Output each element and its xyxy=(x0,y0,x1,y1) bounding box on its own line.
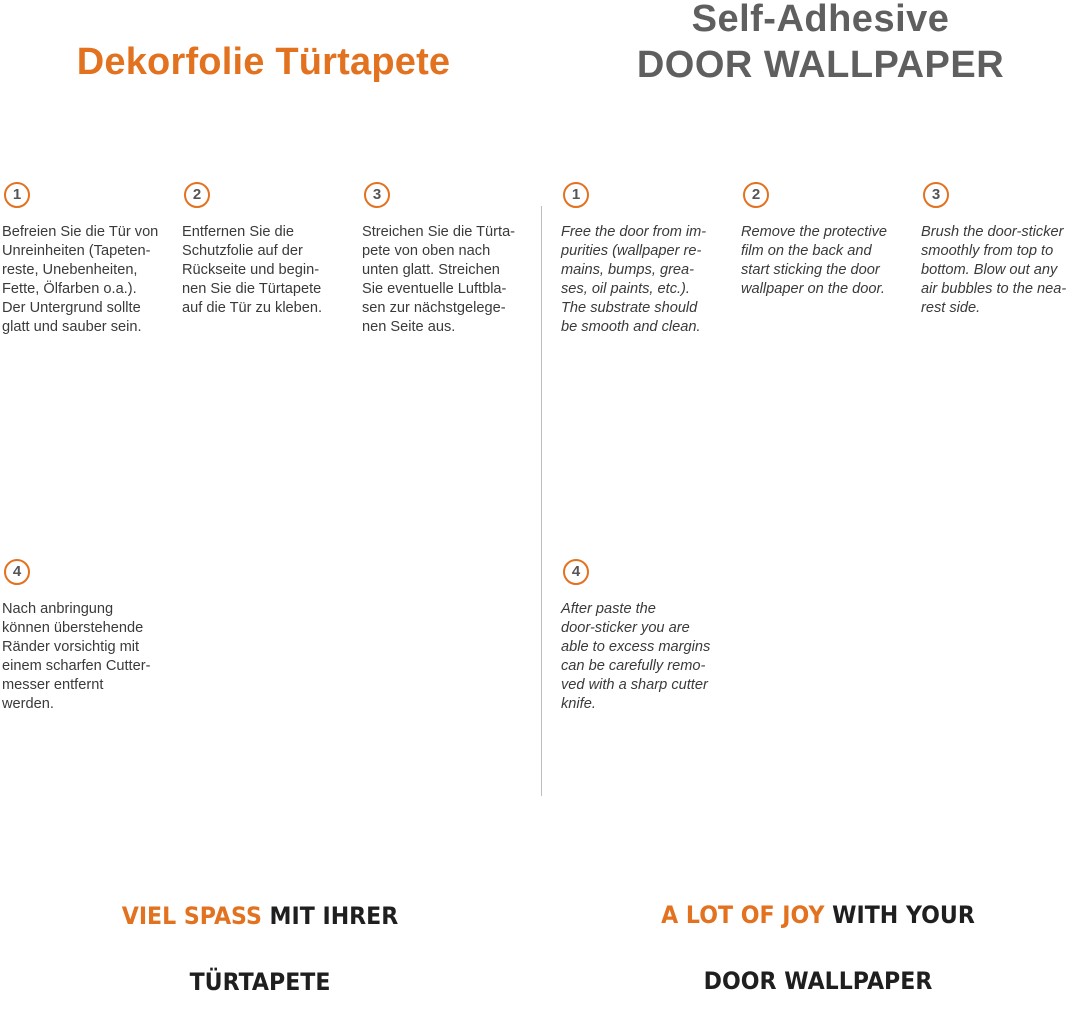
title-en-line1: Self-Adhesive xyxy=(691,0,950,40)
title-en xyxy=(548,0,1080,88)
step-de-1 xyxy=(2,182,177,337)
column-divider xyxy=(541,206,542,796)
step-en-4 xyxy=(561,559,736,714)
closing-en-line2: DOOR WALLPAPER xyxy=(703,967,933,995)
closing-en xyxy=(570,866,1067,1031)
step-number-badge: 2 xyxy=(184,182,210,208)
step-de-4 xyxy=(2,559,177,714)
step-number-badge: 2 xyxy=(743,182,769,208)
step-de-3 xyxy=(362,182,537,337)
step-text: After paste the door-sticker you are able to excess margins can be carefully remo- ved with a sharp cutter knife. xyxy=(561,601,711,712)
step-text: Entfernen Sie die Schutzfolie auf der Rückseite und begin- nen Sie die Türtapete auf die Tür zu kleben. xyxy=(182,224,323,316)
step-en-2 xyxy=(741,182,916,299)
step-de-2 xyxy=(182,182,357,318)
step-number-badge: 3 xyxy=(923,182,949,208)
step-en-3 xyxy=(921,182,1079,318)
step-en-1 xyxy=(561,182,736,337)
closing-de-rest: MIT IHRER xyxy=(261,902,399,930)
closing-en-line1 xyxy=(570,899,1067,932)
step-number-badge: 1 xyxy=(563,182,589,208)
title-en-line2: DOOR WALLPAPER xyxy=(636,44,1005,86)
closing-en-highlight: A LOT OF JOY xyxy=(661,901,825,929)
step-text: Befreien Sie die Tür von Unreinheiten (Tapeten- reste, Unebenheiten, Fette, Ölfarben o.a.). Der Untergrund sollte glatt und sauber sein. xyxy=(2,224,159,335)
closing-de xyxy=(12,867,509,1032)
closing-en-rest: WITH YOUR xyxy=(824,901,975,929)
step-number-badge: 1 xyxy=(4,182,30,208)
step-text: Free the door from im- purities (wallpaper re- mains, bumps, grea- ses, oil paints, etc.). The substrate should be smooth and clean. xyxy=(561,224,707,335)
step-text: Remove the protective film on the back and start sticking the door wallpaper on the door. xyxy=(741,224,888,297)
closing-de-line2: TÜRTAPETE xyxy=(189,968,331,996)
step-text: Brush the door-sticker smoothly from top to bottom. Blow out any air bubbles to the nea- rest side. xyxy=(921,224,1067,316)
step-number-badge: 4 xyxy=(4,559,30,585)
step-number-badge: 4 xyxy=(563,559,589,585)
step-text: Streichen Sie die Türta- pete von oben nach unten glatt. Streichen Sie eventuelle Luftbla- sen zur nächstgelege- nen Seite aus. xyxy=(362,224,516,335)
title-de: Dekorfolie Türtapete xyxy=(76,41,451,83)
closing-de-highlight: VIEL SPASS xyxy=(121,902,262,930)
step-text: Nach anbringung können überstehende Ränder vorsichtig mit einem scharfen Cutter- messer entfernt werden. xyxy=(2,601,151,712)
step-number-badge: 3 xyxy=(364,182,390,208)
closing-de-line1 xyxy=(12,900,509,933)
